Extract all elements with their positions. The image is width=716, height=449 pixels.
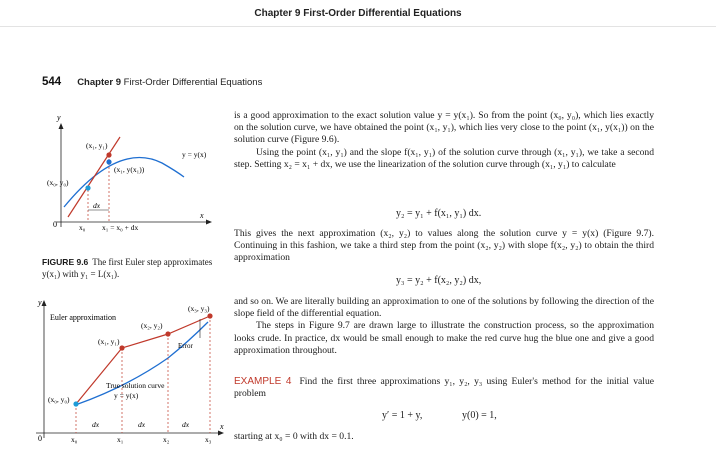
fig2-label-x3y3: (x₃, y₃): [188, 304, 210, 313]
equation-3: y′ = 1 + y,: [382, 410, 423, 421]
body-block-3: [234, 296, 654, 357]
fig2-y-label: y: [38, 298, 42, 307]
fig1-y-arrow: [59, 123, 64, 129]
equation-2: y₃ = y₂ + f(x₂, y₂) dx,: [396, 275, 482, 286]
fig2-error-label: Error: [178, 342, 193, 350]
caption-text: The first Euler step approximates y(x₁) with y₁ = L(x₁).: [42, 257, 213, 279]
paragraph-6: starting at x₀ = 0 with dx = 0.1.: [234, 431, 354, 442]
fig1-point-x1y1: [106, 152, 111, 157]
fig1-label-x1yx1: (x₁, y(x₁)): [114, 165, 145, 174]
fig2-dx-3: dx: [182, 420, 190, 429]
fig2-curve-line1: True solution curve: [106, 381, 165, 390]
equation-1: y₂ = y₁ + f(x₁, y₁) dx.: [396, 208, 482, 219]
fig2-tick-x3: x₃: [205, 435, 212, 444]
running-head: [42, 76, 262, 88]
body-block-4: [234, 431, 654, 443]
fig1-tick-x0: x₀: [79, 223, 86, 232]
example-label: EXAMPLE 4: [234, 376, 292, 387]
body-block-1: [234, 110, 654, 171]
fig2-tick-x1: x₁: [117, 435, 124, 444]
fig2-tick-x2: x₂: [163, 435, 170, 444]
fig2-label-x2y2: (x₂, y₂): [141, 321, 163, 330]
figure-9-7: [28, 296, 228, 446]
fig1-x-arrow: [206, 220, 212, 225]
fig2-title: Euler approximation: [50, 313, 116, 322]
fig2-dx-1: dx: [92, 420, 100, 429]
example-text: Find the first three approximations y₁, y₂, y₃ using Euler's method for the initial value problem: [234, 376, 654, 400]
fig2-tick-x0: x₀: [71, 435, 78, 444]
fig1-point-x0y0: [85, 185, 90, 190]
running-title: [77, 77, 262, 88]
paragraph-3: This gives the next approximation (x₂, y₂) to values along the solution curve y = y(x) (Figure 9.7). Continuing in this fashion, we take a third step from the point (x₂, y₂) with slope f(x₂, y₂) to obtain the third approximation: [234, 228, 654, 264]
fig2-point-x3y3: [207, 313, 212, 318]
body-block-2: [234, 228, 654, 265]
caption-label: FIGURE 9.6: [42, 257, 89, 267]
figure-9-6-caption: [42, 256, 222, 280]
fig1-label-x1y1: (x₁, y₁): [86, 141, 108, 150]
header-title: Chapter 9 First-Order Differential Equations: [254, 7, 462, 19]
fig1-origin: 0: [53, 220, 57, 229]
fig2-label-x1y1: (x₁, y₁): [98, 337, 120, 346]
fig1-label-x0y0: (x₀, y₀): [47, 178, 69, 187]
fig2-point-x0y0: [73, 401, 78, 406]
paragraph-5: The steps in Figure 9.7 are drawn large to illustrate the construction process, so the approximation looks crude. In practice, dx would be small enough to make the red curve hug the blue one and give a good approximation throughout.: [234, 320, 654, 356]
page-number: 544: [42, 76, 62, 88]
fig1-dx-label: dx: [93, 201, 101, 210]
fig2-point-x2y2: [165, 331, 170, 336]
window-header: [0, 0, 716, 27]
example-block: [234, 376, 654, 400]
running-chapter-title: First-Order Differential Equations: [123, 77, 263, 88]
fig1-y-label: y: [57, 115, 61, 122]
paragraph-2: Using the point (x₁, y₁) and the slope f(x₁, y₁) of the solution curve through (x₁, y₁), we take a second step. Setting x₂ = x₁ + dx, we use the linearization of the solution curve through (x₁, y₁) to calculate: [234, 146, 654, 170]
equation-3-ic: y(0) = 1,: [462, 410, 497, 421]
fig1-x-label: x: [200, 211, 204, 220]
fig2-origin: 0: [38, 434, 42, 443]
fig1-tick-x1: x₁ = x₀ + dx: [102, 223, 139, 232]
fig2-y-arrow: [42, 300, 47, 306]
fig2-x-arrow: [218, 431, 224, 436]
fig1-point-x1yx1: [106, 159, 111, 164]
fig2-dx-2: dx: [138, 420, 146, 429]
paragraph-4: and so on. We are literally building an approximation to one of the solutions by following the direction of the slope field of the differential equation.: [234, 296, 654, 320]
figure-9-6: [38, 115, 223, 235]
paragraph-1: is a good approximation to the exact solution value y = y(x₁). So from the point (x₀, y₀), which lies exactly on the solution curve, we have obtained the point (x₁, y₁), which lies very close to the point (x₁, y(x₁)) on the solution curve (Figure 9.6).: [234, 110, 654, 146]
running-chapter: Chapter 9: [77, 77, 122, 88]
fig2-label-x0y0: (x₀, y₀): [48, 395, 70, 404]
fig1-curve-label: y = y(x): [182, 150, 207, 159]
fig2-solution-curve: [78, 322, 208, 404]
fig2-curve-line2: y = y(x): [114, 391, 139, 400]
fig2-point-x1y1: [119, 345, 124, 350]
fig2-x-label: x: [220, 422, 224, 431]
